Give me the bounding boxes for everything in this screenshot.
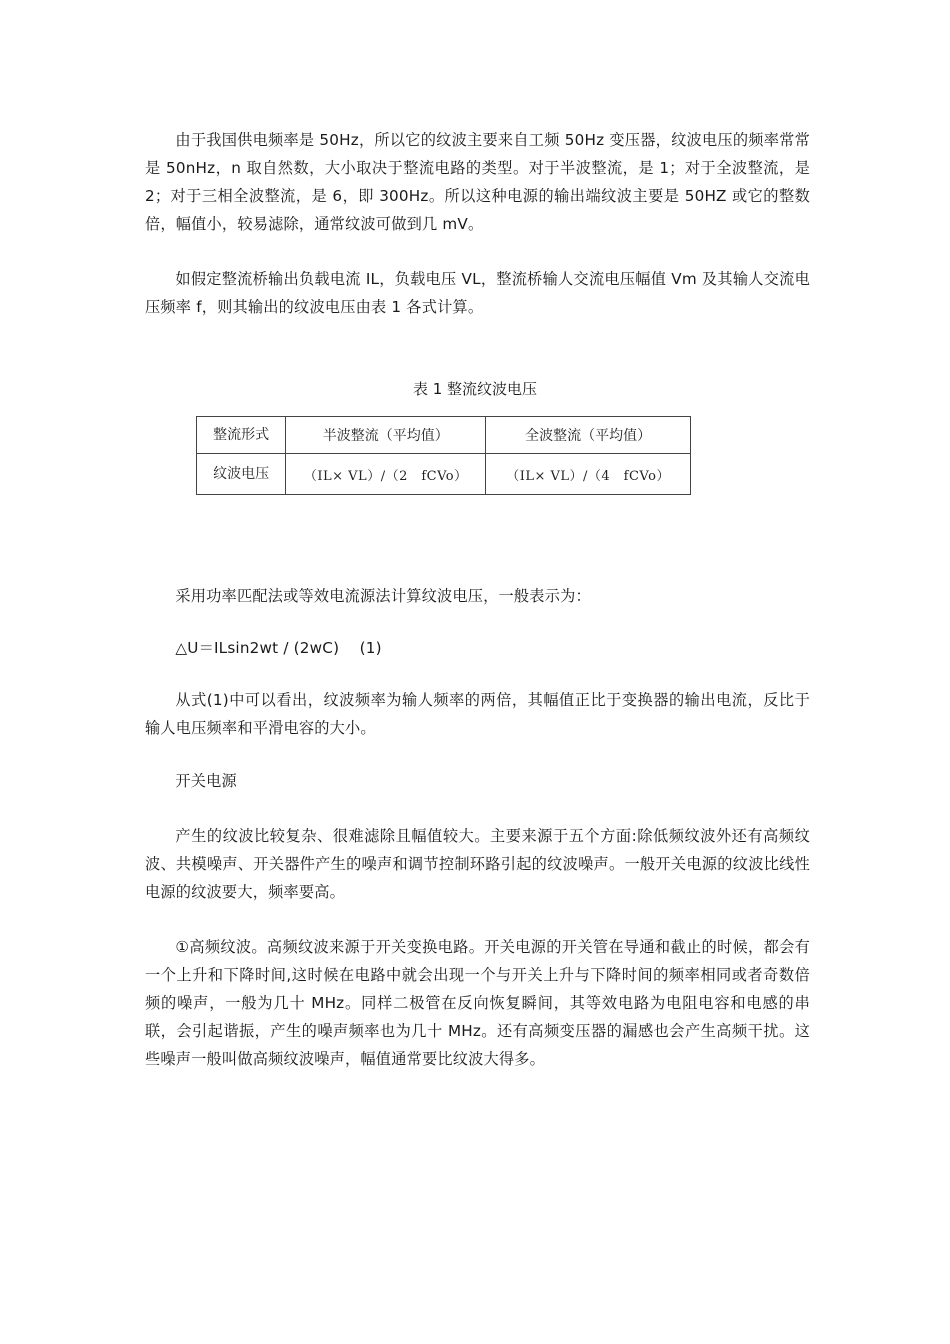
paragraph-calculation-method: 采用功率匹配法或等效电流源法计算纹波电压，一般表示为： bbox=[175, 587, 591, 605]
ripple-voltage-table bbox=[196, 416, 691, 495]
paragraph-switching-ripple: 产生的纹波比较复杂、很难滤除且幅值较大。主要来源于五个方面:除低频纹波外还有高频纹波、共模噪声、开关器件产生的噪声和调节控制环路引起的纹波噪声。一般开关电源的纹波比线性电源的纹波要大，频率要高。 bbox=[145, 827, 810, 901]
table-caption: 表 1 整流纹波电压 bbox=[412, 380, 538, 398]
paragraph-rectifier-assumption: 如假定整流桥输出负载电流 IL，负载电压 VL，整流桥输人交流电压幅值 Vm 及其输人交流电压频率 f，则其输出的纹波电压由表 1 各式计算。 bbox=[145, 270, 810, 316]
section-heading-switching-power: 开关电源 bbox=[175, 772, 237, 790]
table-row bbox=[197, 454, 691, 495]
table-row bbox=[197, 417, 691, 454]
paragraph-equation-explanation: 从式(1)中可以看出，纹波频率为输人频率的两倍，其幅值正比于变换器的输出电流，反比于输人电压频率和平滑电容的大小。 bbox=[145, 691, 810, 737]
table-cell-half-wave: 半波整流（平均值） bbox=[286, 417, 486, 454]
equation-ripple-voltage: △U＝ILsin2wt / (2wC) (1) bbox=[175, 639, 382, 657]
paragraph-high-frequency-ripple: ①高频纹波。高频纹波来源于开关变换电路。开关电源的开关管在导通和截止的时候，都会有一个上升和下降时间,这时候在电路中就会出现一个与开关上升与下降时间的频率相同或者奇数倍频的噪声，一般为几十 MHz。同样二极管在反向恢复瞬间，其等效电路为电阻电容和电感的串联，会引起谐振，产生的噪声频率也为几十 MHz。还有高频变压器的漏感也会产生高频干扰。这些噪声一般叫做高频纹波噪声，幅值通常要比纹波大得多。 bbox=[145, 938, 810, 1068]
table-cell-half-wave-formula: （IL× VL）/（2 fCVo） bbox=[286, 454, 486, 495]
paragraph-mains-frequency: 由于我国供电频率是 50Hz，所以它的纹波主要来自工频 50Hz 变压器，纹波电压的频率常常是 50nHz，n 取自然数，大小取决于整流电路的类型。对于半波整流，是 1；对于全波整流，是 2；对于三相全波整流，是 6，即 300Hz。所以这种电源的输出端纹波主要是 50HZ 或它的整数倍，幅值小，较易滤除，通常纹波可做到几 mV。 bbox=[145, 131, 810, 233]
table-header-cell-ripple-voltage: 纹波电压 bbox=[197, 454, 286, 495]
table-cell-full-wave-formula: （IL× VL）/（4 fCVo） bbox=[486, 454, 691, 495]
table-cell-full-wave: 全波整流（平均值） bbox=[486, 417, 691, 454]
table-header-cell-rectification-type: 整流形式 bbox=[197, 417, 286, 454]
